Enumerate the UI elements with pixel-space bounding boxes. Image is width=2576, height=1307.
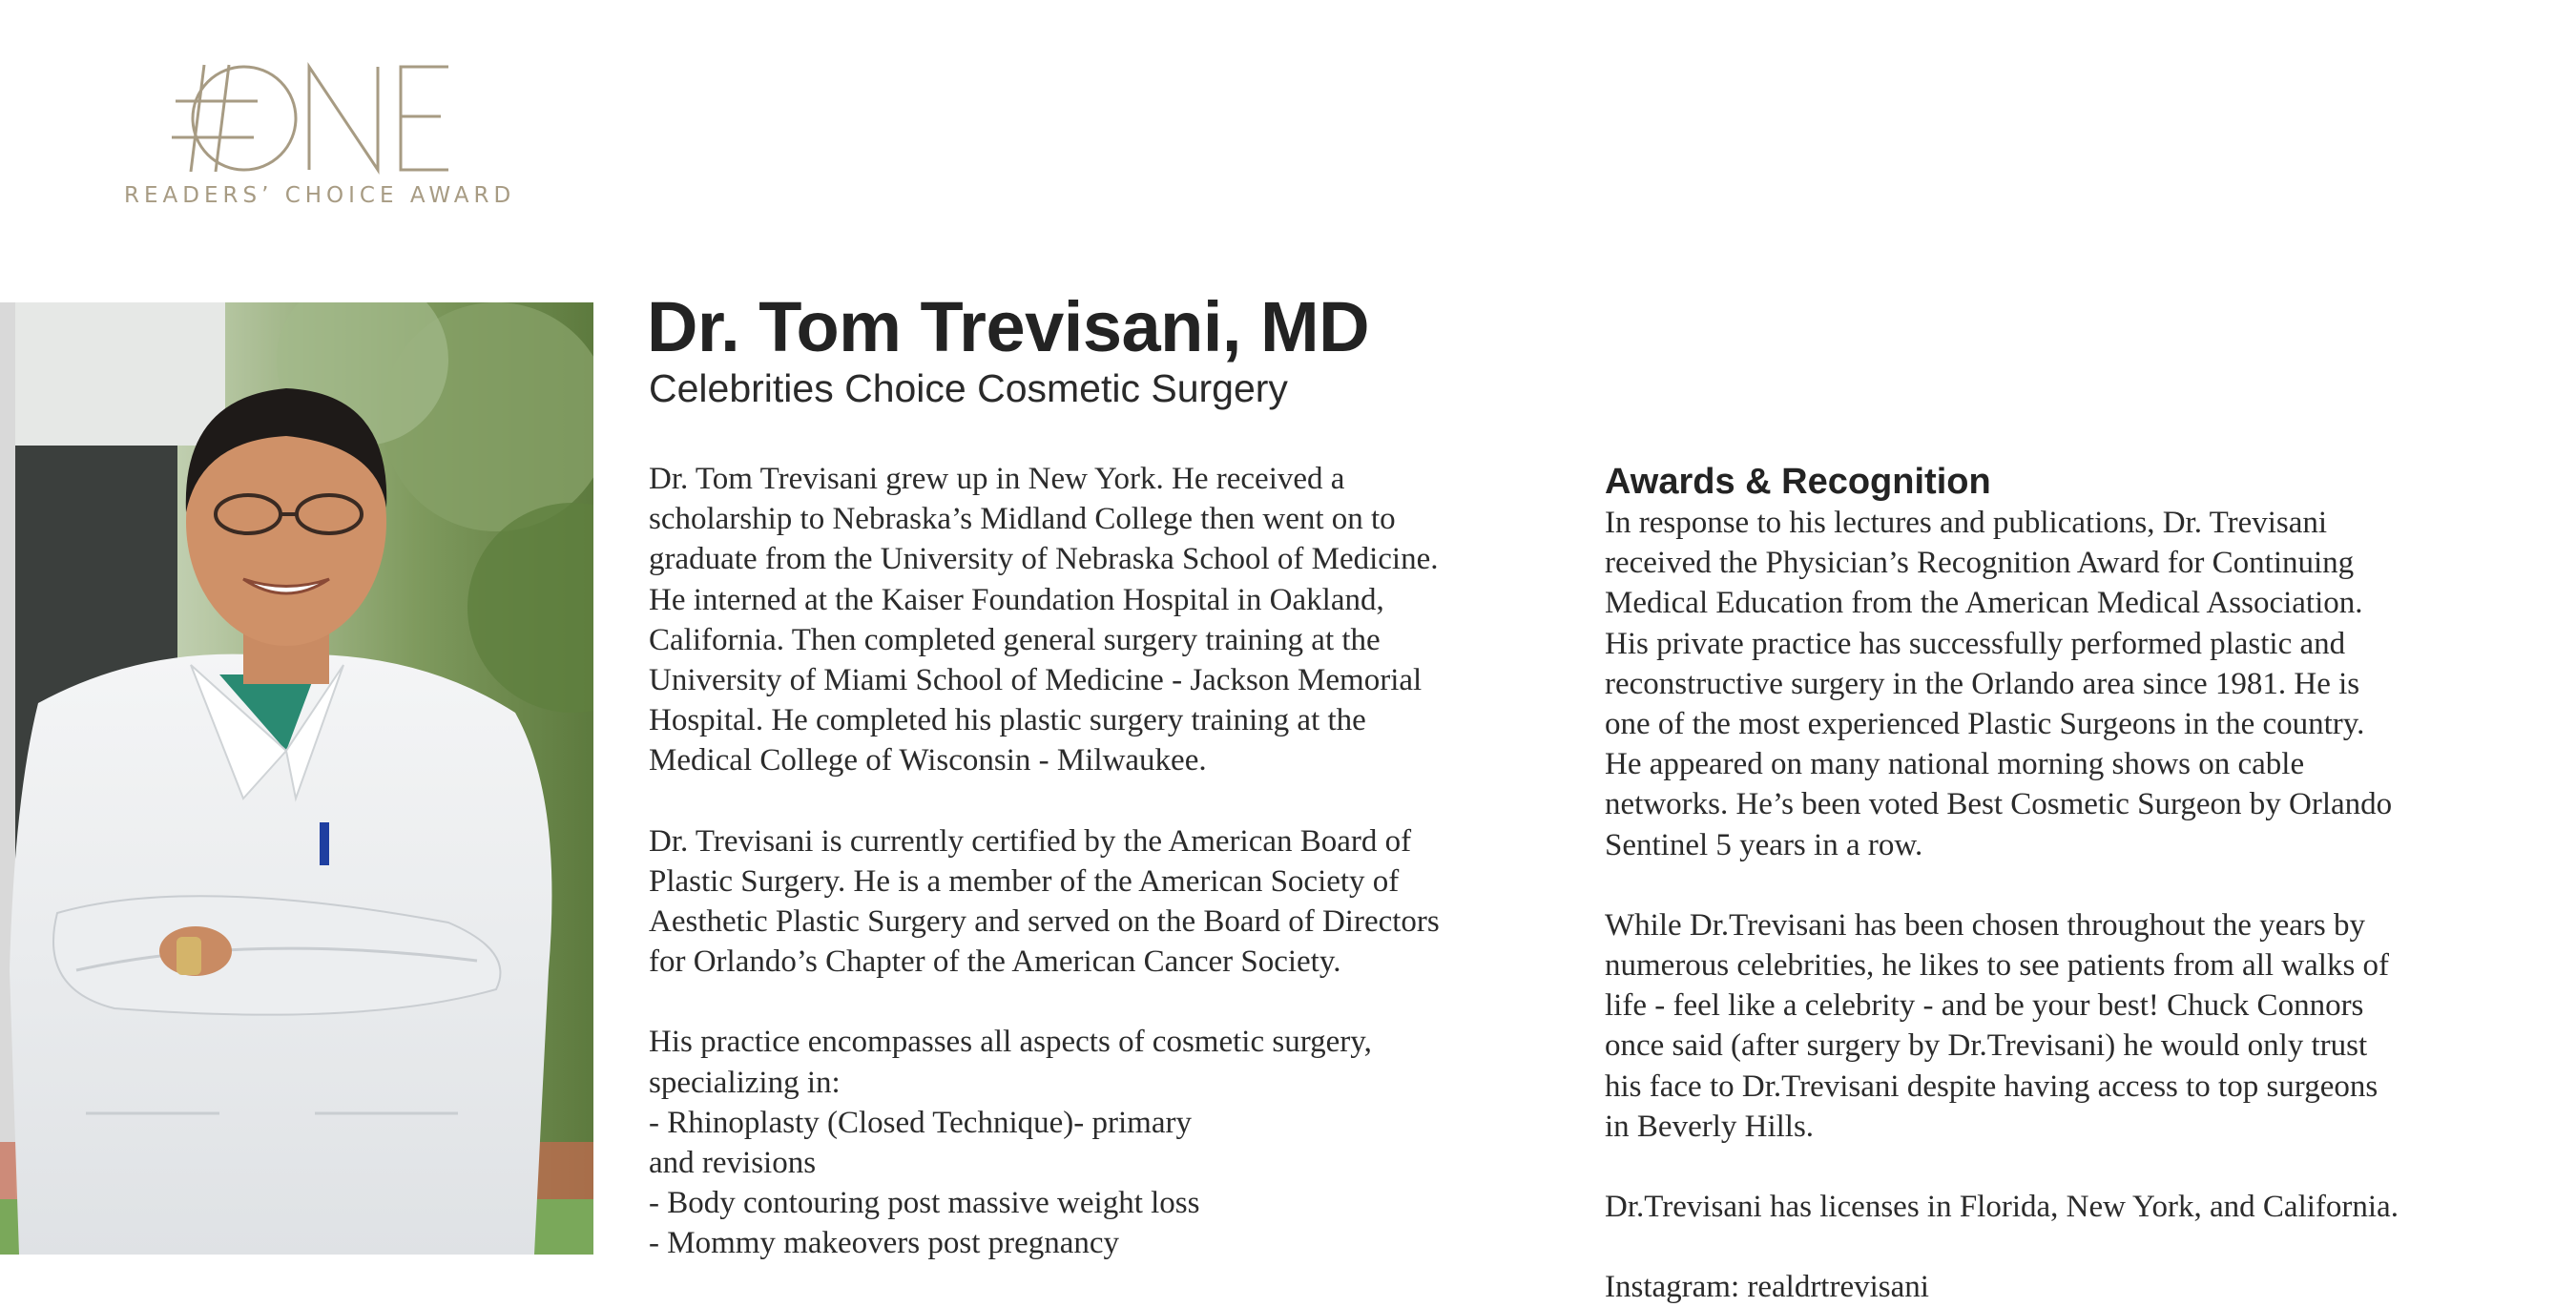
practice-subtitle: Celebrities Choice Cosmetic Surgery — [649, 366, 1288, 410]
celebrity-paragraph: While Dr.Trevisani has been chosen throughout the years by numerous celebrities, he likes to see patients from all walks of life - feel like a celebrity - and be your best! Chuck Connors once said (after surgery by Dr.Trevisani) he would only trust his face to Dr.Trevisani despite having access to top surgeons in Beverly Hills. — [1605, 907, 2390, 1144]
instagram-handle: Instagram: realdrtrevisani — [1605, 1270, 1929, 1305]
awards-column — [1605, 461, 2559, 1307]
specialty-list-item: - Rhinoplasty (Closed Technique)- primary — [649, 1105, 1192, 1140]
bio-paragraph-specialties-intro: His practice encompasses all aspects of cosmetic surgery, specializing in: — [649, 1025, 1372, 1100]
doctor-portrait-photo — [0, 302, 593, 1255]
readers-choice-logo — [124, 48, 525, 219]
specialty-list-item: and revisions — [649, 1146, 817, 1181]
one-wordmark-logo — [170, 55, 456, 179]
logo-caption: READERS’ CHOICE AWARD — [124, 183, 516, 208]
biography-column — [649, 459, 1546, 1264]
awards-heading: Awards & Recognition — [1605, 462, 1991, 502]
doctor-portrait-illustration — [0, 302, 593, 1255]
bio-paragraph-certification: Dr. Trevisani is currently certified by the American Board of Plastic Surgery. He is a member of the American Society of Aesthetic Plastic Surgery and served on the Board of Directors for Orlando’s Chapter of the American Cancer Society. — [649, 823, 1440, 980]
licenses-paragraph: Dr.Trevisani has licenses in Florida, New York, and California. — [1605, 1190, 2399, 1225]
awards-paragraph: In response to his lectures and publications, Dr. Trevisani received the Physician’s Recognition Award for Continuing Medical Education from the American Medical Association. His private practice has successfully performed plastic and reconstructive surgery in the Orlando area since 1981. He is one of the most experienced Plastic Surgeons in the country. He appeared on many national morning shows on cable networks. He’s been voted Best Cosmetic Surgeon by Orlando Sentinel 5 years in a row. — [1605, 506, 2393, 862]
bio-paragraph-education: Dr. Tom Trevisani grew up in New York. He received a scholarship to Nebraska’s Midland College then went on to graduate from the University of Nebraska School of Medicine. He interned at the Kaiser Foundation Hospital in Oakland, California. Then completed general surgery training at the University of Miami School of Medicine - Jackson Memorial Hospital. He completed his plastic surgery training at the Medical College of Wisconsin - Milwaukee. — [649, 462, 1439, 778]
doctor-name-title: Dr. Tom Trevisani, MD — [647, 287, 1370, 366]
specialty-list-item: - Body contouring post massive weight loss — [649, 1186, 1200, 1221]
specialty-list-item: - Mommy makeovers post pregnancy — [649, 1226, 1120, 1261]
